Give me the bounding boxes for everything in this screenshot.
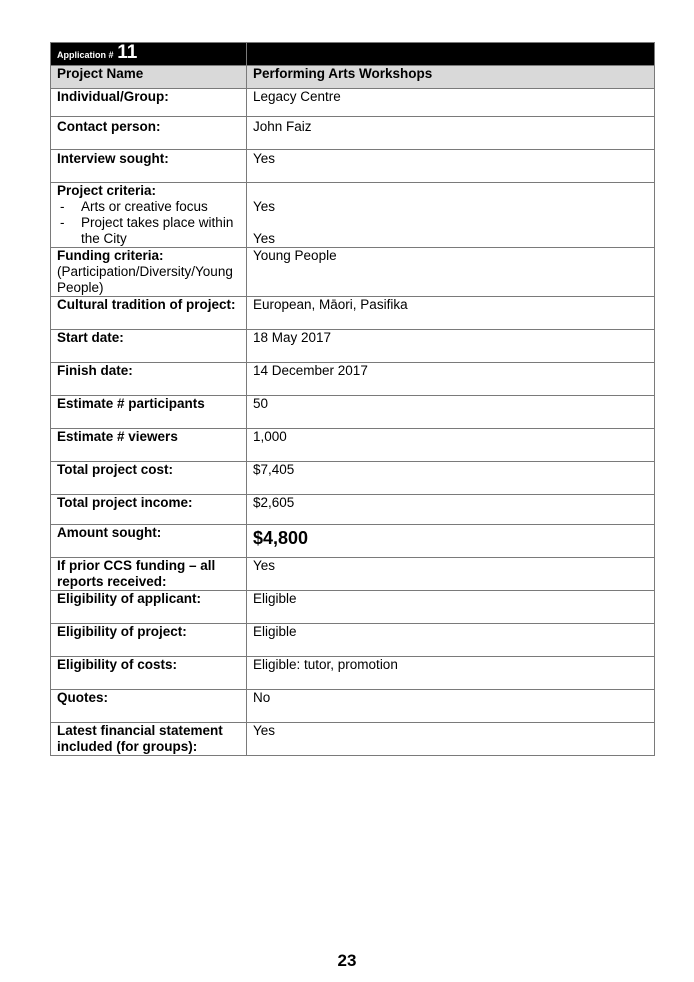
financial-value: Yes xyxy=(247,723,655,756)
criteria-item xyxy=(57,215,240,247)
row-finish xyxy=(51,363,655,396)
individual-value: Legacy Centre xyxy=(247,89,655,117)
elig-costs-label: Eligibility of costs: xyxy=(51,657,247,690)
amount-label: Amount sought: xyxy=(51,525,247,558)
row-funding xyxy=(51,248,655,297)
income-value: $2,605 xyxy=(247,495,655,525)
cultural-label: Cultural tradition of project: xyxy=(51,297,247,330)
row-cost xyxy=(51,462,655,495)
financial-label: Latest financial statement included (for groups): xyxy=(51,723,247,756)
application-number: 11 xyxy=(117,42,138,63)
criteria-item-text: Project takes place within the City xyxy=(81,215,234,246)
application-label: Application # xyxy=(57,50,114,60)
row-financial xyxy=(51,723,655,756)
start-label: Start date: xyxy=(51,330,247,363)
criteria-item xyxy=(57,199,240,215)
funding-cell xyxy=(51,248,247,297)
criteria-value: Yes xyxy=(253,199,276,214)
row-income xyxy=(51,495,655,525)
row-cultural xyxy=(51,297,655,330)
project-name-value: Performing Arts Workshops xyxy=(247,66,655,89)
quotes-label: Quotes: xyxy=(51,690,247,723)
row-prior xyxy=(51,558,655,591)
interview-label: Interview sought: xyxy=(51,150,247,183)
cultural-value: European, Māori, Pasifika xyxy=(247,297,655,330)
project-name-row xyxy=(51,66,655,89)
row-contact xyxy=(51,117,655,150)
participants-label: Estimate # participants xyxy=(51,396,247,429)
viewers-label: Estimate # viewers xyxy=(51,429,247,462)
criteria-dash: - xyxy=(60,215,65,230)
prior-label: If prior CCS funding – all reports received: xyxy=(51,558,247,591)
interview-value: Yes xyxy=(247,150,655,183)
row-criteria xyxy=(51,183,655,248)
application-header-blank xyxy=(247,43,655,66)
application-table xyxy=(50,42,655,756)
individual-label: Individual/Group: xyxy=(51,89,247,117)
elig-applicant-value: Eligible xyxy=(247,591,655,624)
criteria-values xyxy=(247,183,655,248)
row-start xyxy=(51,330,655,363)
application-number-cell xyxy=(51,43,247,66)
cost-value: $7,405 xyxy=(247,462,655,495)
project-name-label: Project Name xyxy=(51,66,247,89)
row-participants xyxy=(51,396,655,429)
criteria-value: Yes xyxy=(253,231,276,246)
elig-project-value: Eligible xyxy=(247,624,655,657)
criteria-label: Project criteria: xyxy=(57,183,157,198)
prior-value: Yes xyxy=(247,558,655,591)
viewers-value: 1,000 xyxy=(247,429,655,462)
row-amount xyxy=(51,525,655,558)
amount-value: $4,800 xyxy=(253,528,309,548)
quotes-value: No xyxy=(247,690,655,723)
elig-project-label: Eligibility of project: xyxy=(51,624,247,657)
criteria-list xyxy=(57,199,240,247)
finish-label: Finish date: xyxy=(51,363,247,396)
funding-sub: (Participation/Diversity/Young People) xyxy=(57,264,233,295)
elig-costs-value: Eligible: tutor, promotion xyxy=(247,657,655,690)
row-quotes xyxy=(51,690,655,723)
row-viewers xyxy=(51,429,655,462)
row-elig-applicant xyxy=(51,591,655,624)
income-label: Total project income: xyxy=(51,495,247,525)
funding-label: Funding criteria: xyxy=(57,248,164,263)
criteria-cell xyxy=(51,183,247,248)
cost-label: Total project cost: xyxy=(51,462,247,495)
participants-value: 50 xyxy=(247,396,655,429)
contact-value: John Faiz xyxy=(247,117,655,150)
finish-value: 14 December 2017 xyxy=(247,363,655,396)
amount-value-cell xyxy=(247,525,655,558)
row-elig-costs xyxy=(51,657,655,690)
funding-value: Young People xyxy=(247,248,655,297)
criteria-item-text: Arts or creative focus xyxy=(81,199,208,214)
page-number: 23 xyxy=(337,951,357,970)
criteria-dash: - xyxy=(60,199,65,214)
application-header-row xyxy=(51,43,655,66)
row-individual xyxy=(51,89,655,117)
start-value: 18 May 2017 xyxy=(247,330,655,363)
row-elig-project xyxy=(51,624,655,657)
contact-label: Contact person: xyxy=(51,117,247,150)
elig-applicant-label: Eligibility of applicant: xyxy=(51,591,247,624)
row-interview xyxy=(51,150,655,183)
